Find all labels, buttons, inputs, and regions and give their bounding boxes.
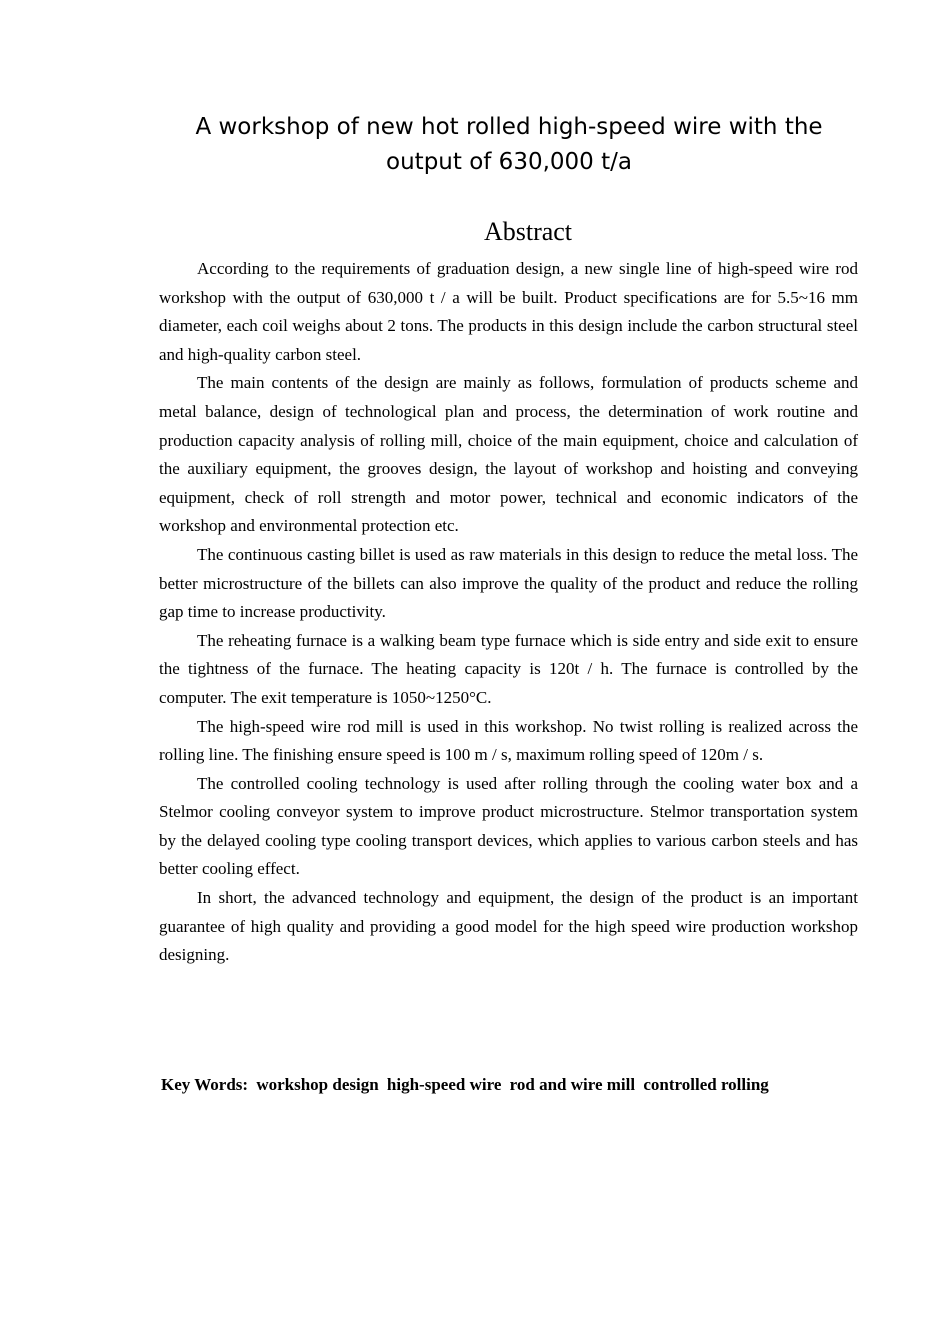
keyword: rod and wire mill <box>509 1075 636 1094</box>
abstract-paragraph: The continuous casting billet is used as raw materials in this design to reduce the metal loss. The better microstructure of the billets can also improve the quality of the product and reduce the rolling gap time to increase productivity. <box>159 544 858 622</box>
abstract-paragraph: The main contents of the design are mainly as follows, formulation of products scheme and metal balance, design of technological plan and process, the determination of work routine and production capacity analysis of rolling mill, choice of the main equipment, choice and calculation of the auxiliary equipment, the grooves design, the layout of workshop and hoisting and conveying equipment, check of roll strength and motor power, technical and economic indicators of the workshop and environmental protection etc. <box>159 373 858 536</box>
keyword: high-speed wire <box>386 1075 502 1094</box>
abstract-paragraph: In short, the advanced technology and equipment, the design of the product is an important guarantee of high quality and providing a good model for the high speed wire production workshop designing. <box>159 888 858 965</box>
keyword: controlled rolling <box>643 1075 769 1094</box>
document-title: A workshop of new hot rolled high-speed wire with the output of 630,000 t/a <box>195 114 823 175</box>
keywords-label: Key Words: <box>161 1075 249 1094</box>
abstract-paragraph: The reheating furnace is a walking beam type furnace which is side entry and side exit to ensure the tightness of the furnace. The heating capacity is 120t / h. The furnace is controlled by the computer. The exit temperature is 1050~1250°C. <box>159 630 858 707</box>
keywords-line <box>161 1072 881 1098</box>
abstract-paragraph: According to the requirements of graduation design, a new single line of high-speed wire rod workshop with the output of 630,000 t / a will be built. Product specifications are for 5.5~16 mm diameter, each coil weighs about 2 tons. The products in this design include the carbon structural steel and high-quality carbon steel. <box>159 259 858 364</box>
abstract-paragraph: The high-speed wire rod mill is used in this workshop. No twist rolling is realized across the rolling line. The finishing ensure speed is 100 m / s, maximum rolling speed of 120m / s. <box>159 716 858 765</box>
abstract-heading: Abstract <box>483 217 573 246</box>
keyword: workshop design <box>256 1075 379 1094</box>
abstract-body <box>159 255 858 970</box>
abstract-paragraph: The controlled cooling technology is used after rolling through the cooling water box and a Stelmor cooling conveyor system to improve product microstructure. Stelmor transportation system by the delayed cooling type cooling transport devices, which applies to various carbon steels and has better cooling effect. <box>159 773 858 879</box>
